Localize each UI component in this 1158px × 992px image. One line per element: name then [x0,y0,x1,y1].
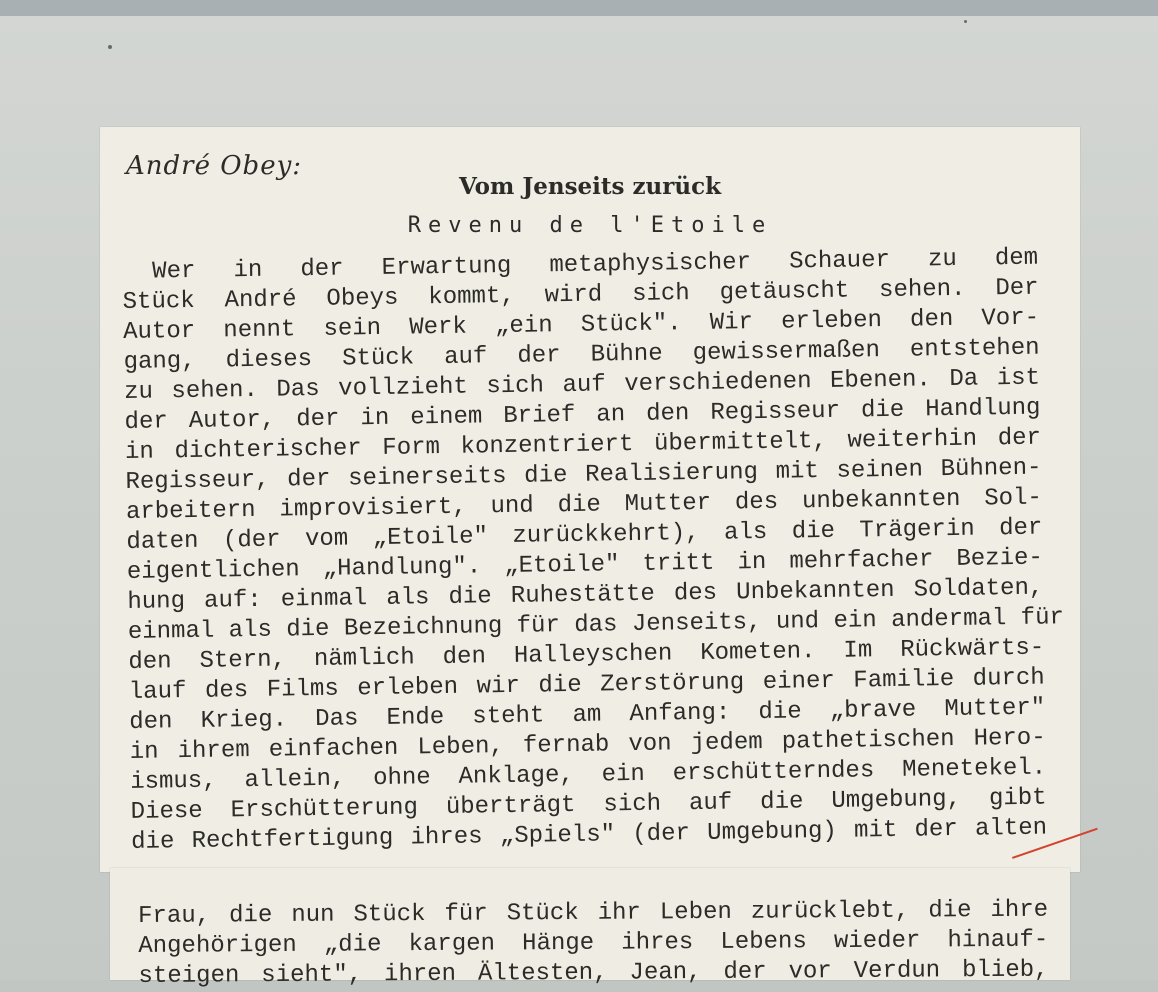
continuation-body [138,896,1049,992]
text-line: der Autor, der in einem Brief an den Regisseur die Handlung [124,394,1041,436]
text-line: steigen sieht", ihren Ältesten, Jean, der vor Verdun blieb, [138,956,1049,990]
text-line: gang, dieses Stück auf der Bühne gewissermaßen entstehen [123,334,1040,376]
text-line: hung auf: einmal als die Ruhestätte des Unbekannten Soldaten, [127,574,1044,616]
article-body [122,244,1065,858]
text-line: Autor nennt sein Werk „ein Stück". Wir erleben den Vor- [122,304,1040,346]
text-line: lauf des Films erleben wir die Zerstörung einer Familie durch [128,664,1045,706]
text-line: die Rechtfertigung ihres „Spiels" (der Umgebung) mit der alten [130,814,1048,856]
text-line: in ihrem einfachen Leben, fernab von jedem pathetischen Hero- [129,724,1046,766]
text-line: Diese Erschütterung überträgt sich auf die Umgebung, gibt [130,784,1047,826]
text-line: in dichterischer Form konzentriert übermittelt, weiterhin der [124,424,1042,466]
text-line: ismus, allein, ohne Anklage, ein erschütterndes Menetekel. [130,754,1047,796]
text-line: arbeitern improvisiert, und die Mutter des unbekannten Sol- [125,484,1043,526]
speck [108,45,112,49]
text-line: Stück André Obeys kommt, wird sich getäuscht sehen. Der [122,274,1039,316]
article-title: Vom Jenseits zurück [458,173,722,200]
text-line: zu sehen. Das vollzieht sich auf verschiedenen Ebenen. Da ist [123,364,1041,406]
text-line: den Stern, nämlich den Halleyschen Kometen. Im Rückwärts- [128,634,1045,676]
text-line: Angehörigen „die kargen Hänge ihres Lebens wieder hinauf- [138,926,1049,960]
text-line: einmal als die Bezeichnung für das Jenseits, und ein andermal für [127,604,1065,646]
newspaper-clipping-continuation [110,868,1070,990]
newspaper-clipping-main [100,127,1080,872]
text-line: daten (der vom „Etoile" zurückkehrt), als die Trägerin der [126,514,1043,556]
article-subtitle: Revenu de l'Etoile [407,213,773,238]
text-line: eigentlichen „Handlung". „Etoile" tritt in mehrfacher Bezie- [126,544,1044,586]
text-line: Wer in der Erwartung metaphysischer Schauer zu dem [152,244,1039,286]
text-line: Frau, die nun Stück für Stück ihr Leben zurücklebt, die ihre [138,896,1049,930]
text-line: Regisseur, der seinerseits die Realisierung mit seinen Bühnen- [125,454,1042,496]
text-line: den Krieg. Das Ende steht am Anfang: die „brave Mutter" [129,694,1046,736]
author-name: André Obey: [126,151,303,181]
speck [964,20,967,23]
